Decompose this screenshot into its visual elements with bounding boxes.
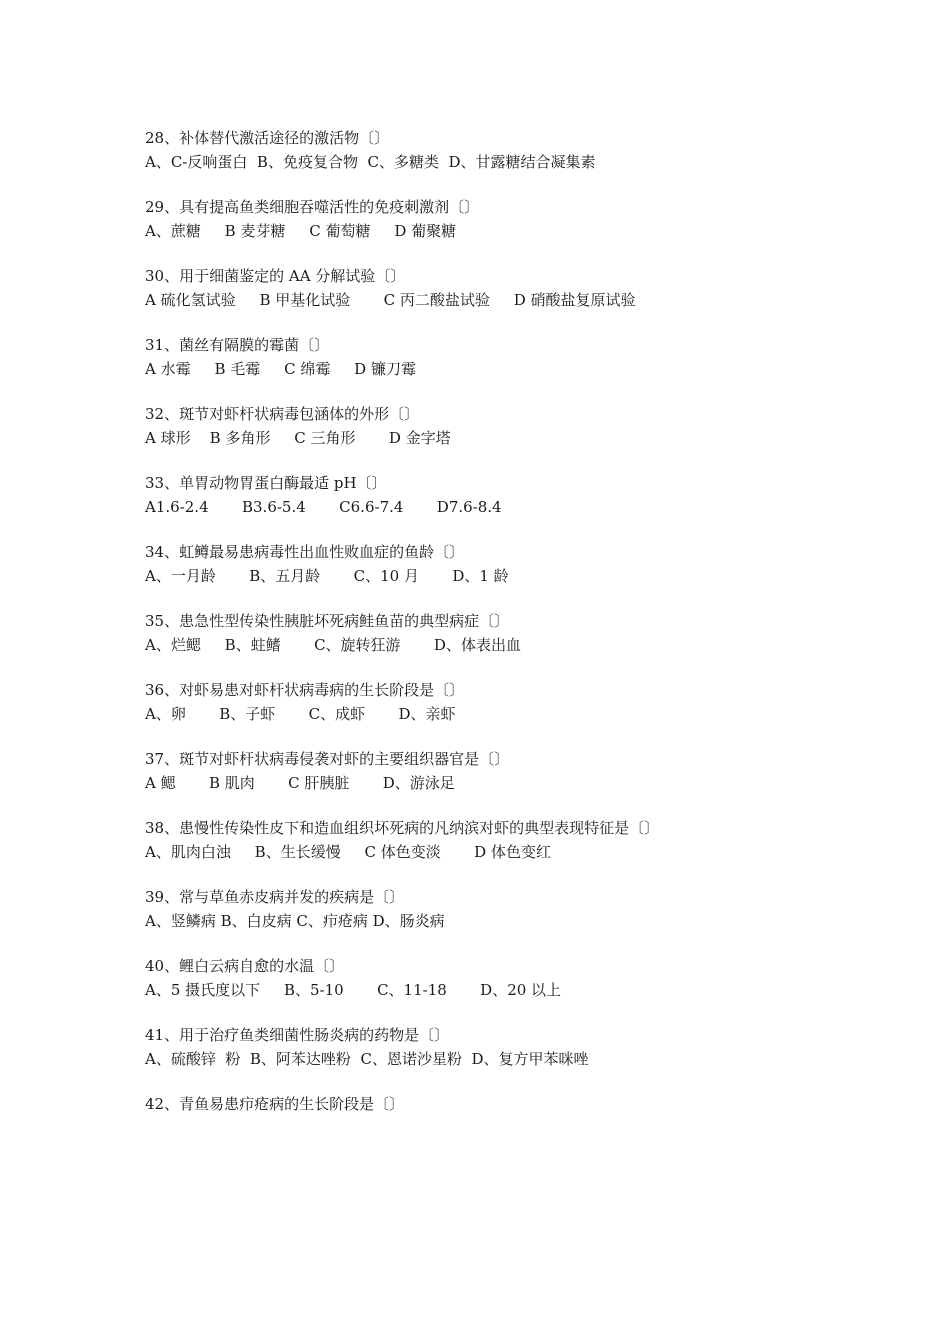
- question-text: 34、虹鳟最易患病毒性出血性败血症的鱼龄〔〕: [145, 543, 465, 561]
- question-text: 42、青鱼易患疖疮病的生长阶段是〔〕: [145, 1095, 405, 1113]
- question-text: 38、患慢性传染性皮下和造血组织坏死病的凡纳滨对虾的典型表现特征是〔〕: [145, 819, 660, 837]
- question-40: [145, 954, 865, 1023]
- question-text: 28、补体替代激活途径的激活物〔〕: [145, 129, 390, 147]
- question-34: [145, 540, 865, 609]
- question-text: 32、斑节对虾杆状病毒包涵体的外形〔〕: [145, 405, 420, 423]
- question-options: A、硫酸锌 粉 B、阿苯达唑粉 C、恩诺沙星粉 D、复方甲苯咪唑: [145, 1050, 589, 1068]
- question-text: 39、常与草鱼赤皮病并发的疾病是〔〕: [145, 888, 405, 906]
- question-text: 41、用于治疗鱼类细菌性肠炎病的药物是〔〕: [145, 1026, 450, 1044]
- question-42: [145, 1092, 865, 1161]
- question-39: [145, 885, 865, 954]
- question-30: [145, 264, 865, 333]
- question-options: A、卵 B、子虾 C、成虾 D、亲虾: [145, 705, 456, 723]
- question-35: [145, 609, 865, 678]
- question-options: A、5 摄氏度以下 B、5-10 C、11-18 D、20 以上: [145, 981, 562, 999]
- question-options: A 球形 B 多角形 C 三角形 D 金字塔: [145, 429, 451, 447]
- question-28: [145, 126, 865, 195]
- question-text: 30、用于细菌鉴定的 AA 分解试验〔〕: [145, 267, 406, 285]
- question-38: [145, 816, 865, 885]
- question-29: [145, 195, 865, 264]
- question-text: 33、单胃动物胃蛋白酶最适 pH〔〕: [145, 474, 387, 492]
- question-options: A 硫化氢试验 B 甲基化试验 C 丙二酸盐试验 D 硝酸盐复原试验: [145, 291, 636, 309]
- question-text: 37、斑节对虾杆状病毒侵袭对虾的主要组织器官是〔〕: [145, 750, 510, 768]
- question-41: [145, 1023, 865, 1092]
- question-text: 40、鲤白云病自愈的水温〔〕: [145, 957, 345, 975]
- question-options: A 鳃 B 肌肉 C 肝胰脏 D、游泳足: [145, 774, 455, 792]
- question-33: [145, 471, 865, 540]
- question-options: A、烂鳃 B、蛀鳍 C、旋转狂游 D、体表出血: [145, 636, 521, 654]
- question-options: A、蔗糖 B 麦芽糖 C 葡萄糖 D 葡聚糖: [145, 222, 457, 240]
- question-options: A、竖鳞病 B、白皮病 C、疖疮病 D、肠炎病: [145, 912, 445, 930]
- question-options: A、一月龄 B、五月龄 C、10 月 D、1 龄: [145, 567, 509, 585]
- question-text: 35、患急性型传染性胰脏坏死病鲑鱼苗的典型病症〔〕: [145, 612, 510, 630]
- question-32: [145, 402, 865, 471]
- question-text: 31、菌丝有隔膜的霉菌〔〕: [145, 336, 330, 354]
- question-options: A、肌肉白浊 B、生长缓慢 C 体色变淡 D 体色变红: [145, 843, 551, 861]
- question-options: A1.6-2.4 B3.6-5.4 C6.6-7.4 D7.6-8.4: [145, 498, 502, 516]
- question-list: [145, 126, 865, 1161]
- question-31: [145, 333, 865, 402]
- question-options: A 水霉 B 毛霉 C 绵霉 D 镰刀霉: [145, 360, 416, 378]
- question-36: [145, 678, 865, 747]
- question-text: 36、对虾易患对虾杆状病毒病的生长阶段是〔〕: [145, 681, 465, 699]
- question-options: A、C-反响蛋白 B、免疫复合物 C、多糖类 D、甘露糖结合凝集素: [145, 153, 596, 171]
- question-text: 29、具有提高鱼类细胞吞噬活性的免疫刺激剂〔〕: [145, 198, 480, 216]
- question-37: [145, 747, 865, 816]
- question-options: [145, 1116, 865, 1140]
